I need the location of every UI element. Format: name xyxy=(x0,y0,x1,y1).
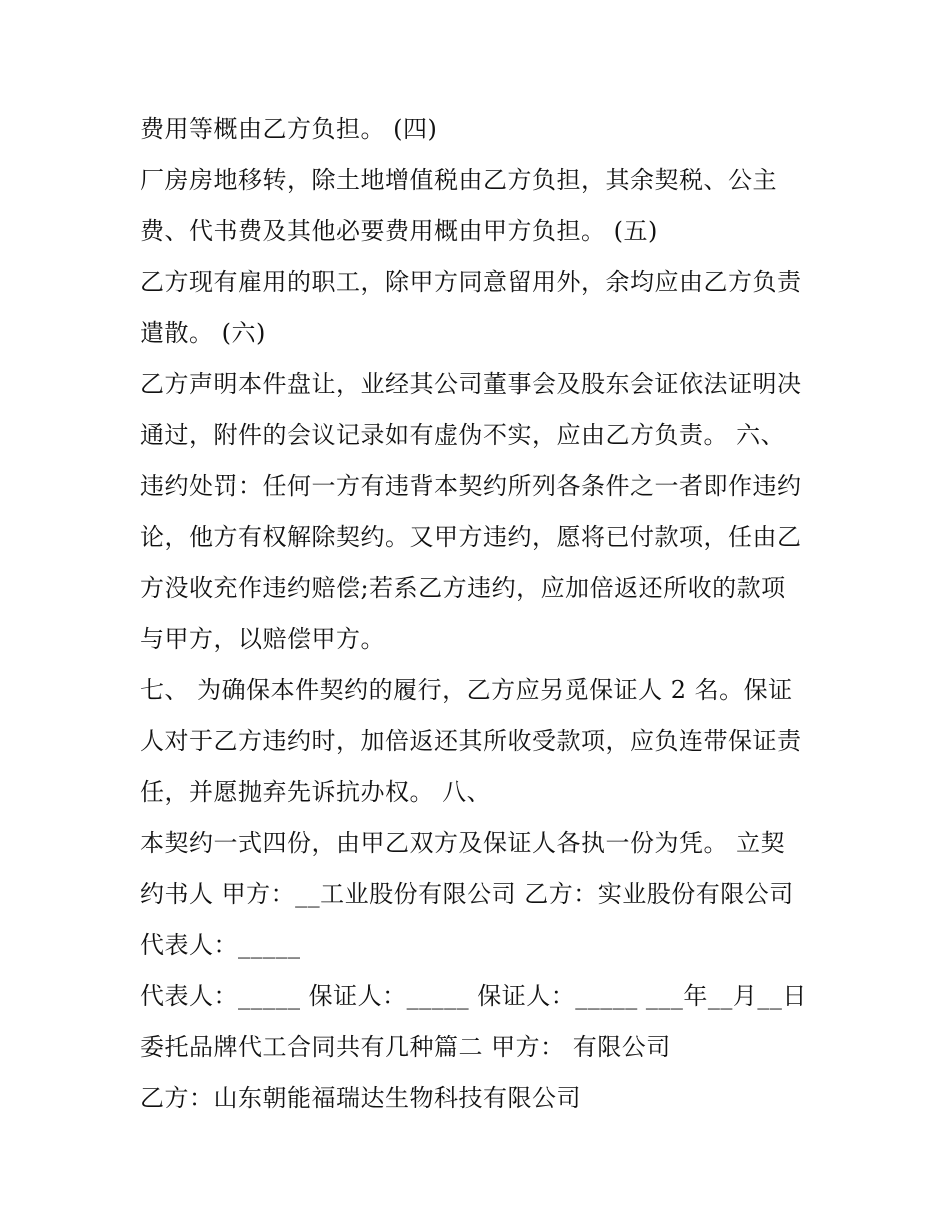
text-line: 费、代书费及其他必要费用概由甲方负担。 (五) xyxy=(140,217,658,245)
text-line: 代表人：_____ 保证人：_____ 保证人：_____ ___年__月__日 xyxy=(140,982,807,1010)
text-line: 乙方声明本件盘让，业经其公司董事会及股东会证依法证明决 xyxy=(140,370,802,398)
text-line: 七、 为确保本件契约的履行，乙方应另觅保证人 2 名。保证 xyxy=(140,676,793,704)
text-line: 代表人：_____ xyxy=(140,931,301,959)
text-line: 与甲方，以赔偿甲方。 xyxy=(140,625,385,653)
text-line: 乙方：山东朝能福瑞达生物科技有限公司 xyxy=(140,1084,581,1112)
text-line: 本契约一式四份，由甲乙双方及保证人各执一份为凭。 立契 xyxy=(140,829,786,857)
text-line: 人对于乙方违约时，加倍返还其所收受款项，应负连带保证责 xyxy=(140,727,802,755)
text-line: 厂房房地移转，除土地增值税由乙方负担，其余契税、公主 xyxy=(140,166,777,194)
text-line: 约书人 甲方：__工业股份有限公司 乙方：实业股份有限公司 xyxy=(140,880,794,908)
text-line: 方没收充作违约赔偿;若系乙方违约，应加倍返还所收的款项 xyxy=(140,574,786,602)
text-line: 乙方现有雇用的职工，除甲方同意留用外，余均应由乙方负责 xyxy=(140,268,802,296)
text-line: 违约处罚：任何一方有违背本契约所列各条件之一者即作违约 xyxy=(140,472,802,500)
text-line: 论，他方有权解除契约。又甲方违约，愿将已付款项，任由乙 xyxy=(140,523,802,551)
text-line: 遣散。 (六) xyxy=(140,319,266,347)
text-line: 委托品牌代工合同共有几种篇二 甲方： 有限公司 xyxy=(140,1033,671,1061)
text-line: 通过，附件的会议记录如有虚伪不实，应由乙方负责。 六、 xyxy=(140,421,786,449)
text-line: 任，并愿抛弃先诉抗办权。 八、 xyxy=(140,778,492,806)
text-line: 费用等概由乙方负担。 (四) xyxy=(140,115,438,143)
